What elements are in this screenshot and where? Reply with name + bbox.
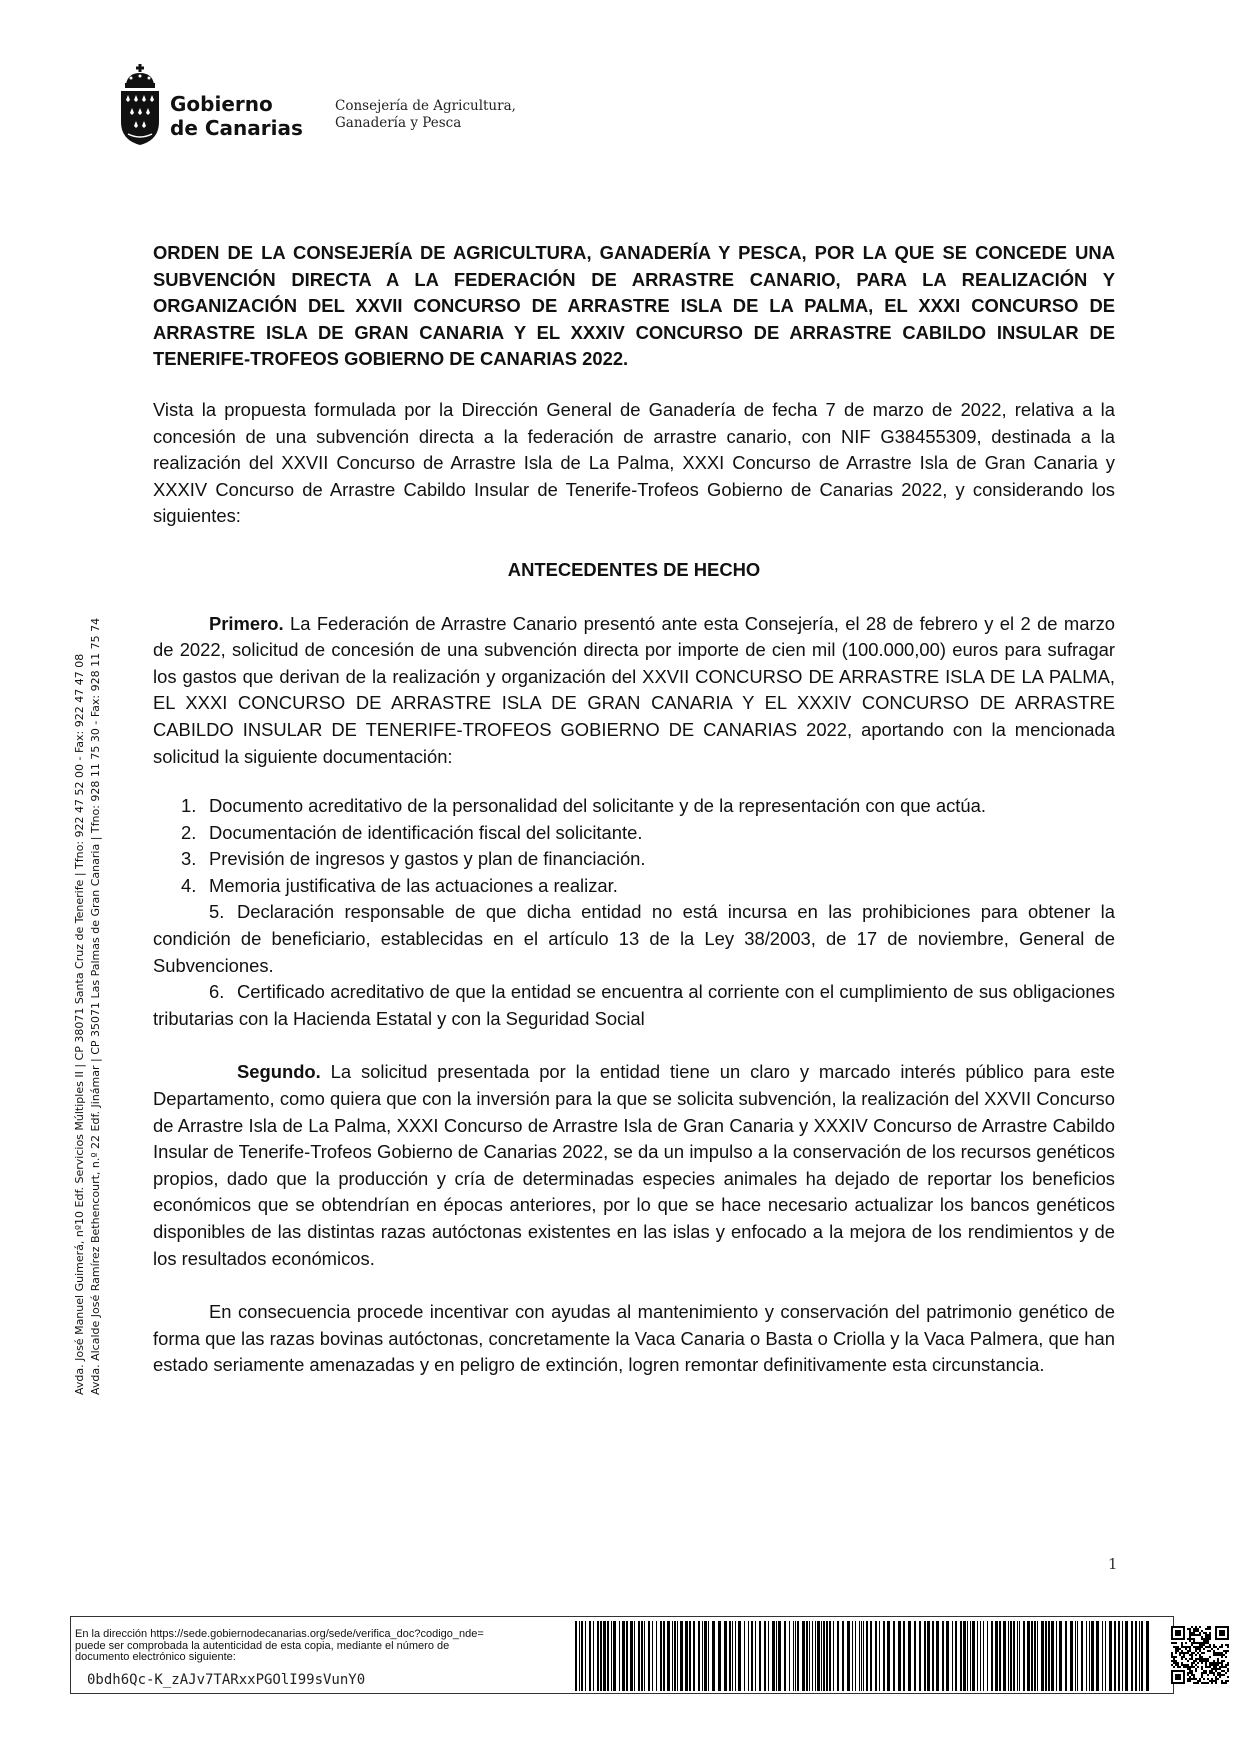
segundo-label: Segundo. (237, 1061, 321, 1083)
list-item-number: 2. (181, 821, 197, 843)
list-item-number: 5. (209, 901, 225, 923)
verification-code: 0bdh6Qc-K_zAJv7TARxxPGOlI99sVunY0 (87, 1672, 366, 1688)
verification-line3: documento electrónico siguiente: (75, 1651, 236, 1663)
list-item-text: Memoria justificativa de las actuaciones a realizar. (209, 874, 618, 896)
verification-text (75, 1629, 575, 1664)
coat-of-arms-icon (118, 64, 162, 146)
logo-text-line2: de Canarias (170, 116, 303, 140)
primero-label: Primero. (209, 612, 284, 634)
verification-box (70, 1616, 1174, 1694)
address-line1: Avda. José Manuel Guimerá, nº10 Edf. Servicios Múltiples II | CP 38071 Santa Cruz de Tenerife | Tfno: 922 47 52 00 - Fax: 922 47 47 08 (73, 653, 86, 1395)
logo-text (170, 92, 303, 140)
list-item-text: Certificado acreditativo de que la entidad se encuentra al corriente con el cumplimiento de sus obligaciones tributarias con la Hacienda Estatal y con la Seguridad Social (153, 981, 1115, 1029)
list-item-text: Declaración responsable de que dicha entidad no está incursa en las prohibiciones para obtener la condición de beneficiario, establecidas en el artículo 13 de la Ley 38/2003, de 17 de noviembre, General de Subvenciones. (153, 901, 1115, 976)
list-item (153, 846, 1115, 873)
address-line2: Avda. Alcalde José Ramírez Bethencourt, n.º 22 Edf. Jinámar | CP 35071 Las Palmas de Gran Canaria | Tfno: 928 11 75 30 - Fax: 928 11 75 74 (89, 617, 102, 1395)
document-body (153, 240, 1115, 1379)
list-item (153, 979, 1115, 1032)
list-item (153, 873, 1115, 900)
primero-paragraph (153, 611, 1115, 771)
list-item (153, 793, 1115, 820)
consecuencia-paragraph: En consecuencia procede incentivar con ayudas al mantenimiento y conservación del patrimonio genético de forma que las razas bovinas autóctonas, concretamente la Vaca Canaria o Basta o Criolla y la Vaca Palmera, que han estado seriamente amenazadas y en peligro de extinción, logren remontar definitivamente esta circunstancia. (153, 1301, 1115, 1376)
page-number: 1 (1108, 1555, 1118, 1573)
list-item-number: 3. (181, 848, 197, 870)
barcode-icon (573, 1621, 1151, 1691)
list-item-text: Documentación de identificación fiscal del solicitante. (209, 821, 643, 843)
department-line1: Consejería de Agricultura, (335, 98, 516, 114)
verification-line2: puede ser comprobada la autenticidad de esta copia, mediante el número de (75, 1639, 450, 1652)
logo-text-line1: Gobierno (170, 92, 273, 116)
list-item-number: 6. (209, 981, 225, 1003)
section-heading: ANTECEDENTES DE HECHO (507, 558, 761, 580)
document-title: ORDEN DE LA CONSEJERÍA DE AGRICULTURA, GANADERÍA Y PESCA, POR LA QUE SE CONCEDE UNA SUBVENCIÓN DIRECTA A LA FEDERACIÓN DE ARRASTRE CANARIO, PARA LA REALIZACIÓN Y ORGANIZACIÓN DEL XXVII CONCURSO DE ARRASTRE ISLA DE LA PALMA, EL XXXI CONCURSO DE ARRASTRE ISLA DE GRAN CANARIA Y EL XXXIV CONCURSO DE ARRASTRE CABILDO INSULAR DE TENERIFE-TROFEOS GOBIERNO DE CANARIAS 2022. (153, 242, 1115, 370)
primero-text: La Federación de Arrastre Canario presentó ante esta Consejería, el 28 de febrero y el 2 de marzo de 2022, solicitud de concesión de una subvención directa por importe de cien mil (100.000,00) euros para sufragar los gastos que derivan de la realización y organización del XXVII CONCURSO DE ARRASTRE ISLA DE LA PALMA, EL XXXI CONCURSO DE ARRASTRE ISLA DE GRAN CANARIA Y EL XXXIV CONCURSO DE ARRASTRE CABILDO INSULAR DE TENERIFE-TROFEOS GOBIERNO DE CANARIAS 2022, aportando con la mencionada solicitud la siguiente documentación: (153, 612, 1115, 767)
department-name (335, 98, 516, 132)
side-address (72, 475, 104, 1395)
verification-line1: En la dirección https://sede.gobiernodecanarias.org/sede/verifica_doc?codigo_nde= (75, 1628, 484, 1640)
list-item (153, 899, 1115, 979)
list-item-text: Previsión de ingresos y gastos y plan de financiación. (209, 848, 646, 870)
intro-paragraph: Vista la propuesta formulada por la Dirección General de Ganadería de fecha 7 de marzo de 2022, relativa a la concesión de una subvención directa a la federación de arrastre canario, con NIF G38455309, destinada a la realización del XXVII Concurso de Arrastre Isla de La Palma, XXXI Concurso de Arrastre Isla de Gran Canaria y XXXIV Concurso de Arrastre Cabildo Insular de Tenerife-Trofeos Gobierno de Canarias 2022, y considerando los siguientes: (153, 398, 1115, 527)
list-item-number: 4. (181, 874, 197, 896)
gobierno-canarias-logo (118, 64, 308, 148)
documentation-list (153, 793, 1115, 1032)
list-item-text: Documento acreditativo de la personalidad del solicitante y de la representación con que actúa. (209, 795, 986, 817)
department-line2: Ganadería y Pesca (335, 115, 462, 131)
qr-code-icon (1171, 1626, 1229, 1684)
segundo-paragraph (153, 1059, 1115, 1272)
list-item-number: 1. (181, 795, 197, 817)
list-item (153, 820, 1115, 847)
segundo-text: La solicitud presentada por la entidad tiene un claro y marcado interés público para este Departamento, como quiera que con la inversión para la que se solicita subvención, la realización del XXVII Concurso de Arrastre Isla de La Palma, XXXI Concurso de Arrastre Isla de Gran Canaria y XXXIV Concurso de Arrastre Cabildo Insular de Tenerife-Trofeos Gobierno de Canarias 2022, se da un impulso a la conservación de los recursos genéticos propios, dado que la producción y cría de determinadas especies animales ha dejado de reportar los beneficios económicos que se obtendrían en épocas anteriores, por lo que se hace necesario actualizar los bancos genéticos disponibles de las distintas razas autóctonas existentes en las islas y enfocado a la mejora de los rendimientos y de los resultados económicos. (153, 1061, 1115, 1269)
